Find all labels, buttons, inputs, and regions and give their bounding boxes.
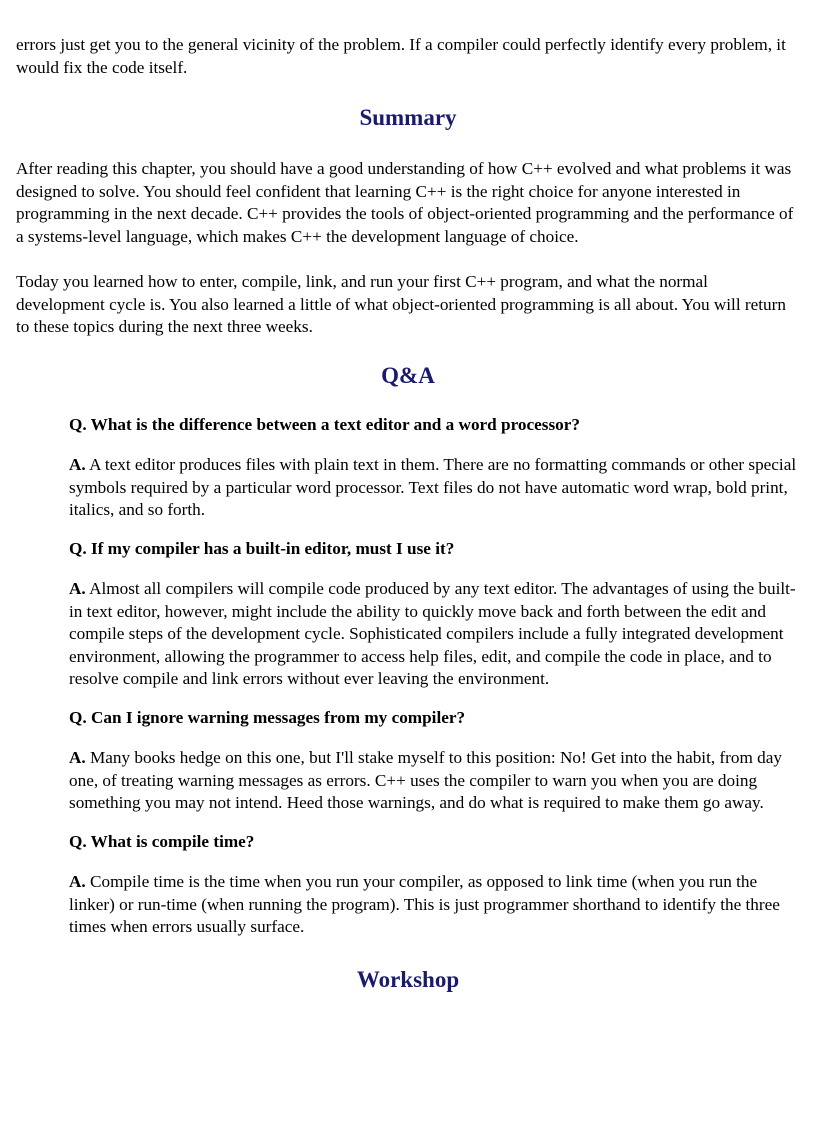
- answer-1-text: A text editor produces files with plain text in them. There are no formatting commands or other special symbols required by a particular word processor. Text files do not have automatic word wrap, bold print, italics, and so forth.: [69, 455, 797, 519]
- summary-paragraph-1: After reading this chapter, you should have a good understanding of how C++ evolved and what problems it was designed to solve. You should feel confident that learning C++ is the right choice for anyone interested in programming in the next decade. C++ provides the tools of object-oriented programming and the performance of a systems-level language, which makes C++ the development language of choice.: [16, 159, 794, 246]
- workshop-heading: Workshop: [356, 966, 460, 992]
- answer-4: [69, 871, 800, 939]
- question-2: Q. If my compiler has a built-in editor, must I use it?: [69, 538, 455, 558]
- answer-3-text: Many books hedge on this one, but I'll stake myself to this position: No! Get into the habit, from day one, of treating warning messages as errors. C++ uses the compiler to warn you when you are doing something you may not intend. Heed those warnings, and do what is required to make them go away.: [69, 748, 782, 812]
- answer-prefix: A.: [69, 748, 86, 767]
- answer-prefix: A.: [69, 455, 86, 474]
- question-4: Q. What is compile time?: [69, 831, 255, 851]
- answer-prefix: A.: [69, 579, 86, 598]
- answer-prefix: A.: [69, 872, 86, 891]
- answer-3: [69, 747, 800, 815]
- summary-heading: Summary: [359, 105, 457, 130]
- answer-2: [69, 578, 800, 691]
- question-1: Q. What is the difference between a text editor and a word processor?: [69, 414, 580, 434]
- intro-paragraph: errors just get you to the general vicinity of the problem. If a compiler could perfectly identify every problem, it would fix the code itself.: [16, 35, 786, 77]
- qa-section: [16, 414, 800, 939]
- answer-2-text: Almost all compilers will compile code produced by any text editor. The advantages of using the built-in text editor, however, might include the ability to quickly move back and forth between the edit and compile steps of the development cycle. Sophisticated compilers include a fully integrated development environment, allowing the programmer to access help files, edit, and compile the code in place, and to resolve compile and link errors without ever leaving the environment.: [69, 579, 796, 688]
- qa-heading: Q&A: [381, 362, 435, 388]
- answer-4-text: Compile time is the time when you run your compiler, as opposed to link time (when you run the linker) or run-time (when running the program). This is just programmer shorthand to identify the three times when errors usually surface.: [69, 872, 780, 936]
- question-3: Q. Can I ignore warning messages from my compiler?: [69, 707, 466, 727]
- summary-paragraph-2: Today you learned how to enter, compile, link, and run your first C++ program, and what the normal development cycle is. You also learned a little of what object-oriented programming is all about. You will return to these topics during the next three weeks.: [16, 272, 786, 336]
- answer-1: [69, 454, 800, 522]
